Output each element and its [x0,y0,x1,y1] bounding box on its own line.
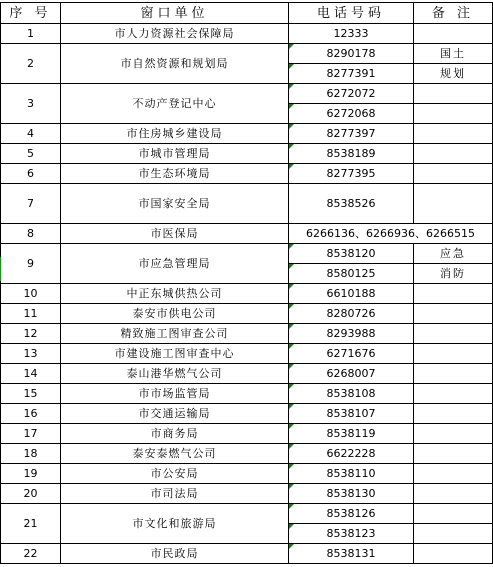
table-row [1,444,493,464]
table-row [1,244,493,264]
unit-name[interactable]: 泰安泰燃气公司 [61,444,289,464]
contact-table-container [0,2,493,564]
phone-number[interactable]: 8277395 [289,164,414,184]
row-number[interactable]: 7 [1,184,61,224]
header-unit[interactable]: 窗口单位 [61,3,289,24]
phone-number[interactable]: 6271676 [289,344,414,364]
row-number[interactable]: 13 [1,344,61,364]
unit-name[interactable]: 市文化和旅游局 [61,504,289,544]
note[interactable] [414,444,493,464]
unit-name[interactable]: 中正东城供热公司 [61,284,289,304]
table-row [1,344,493,364]
row-number[interactable]: 15 [1,384,61,404]
phone-number[interactable]: 8538189 [289,144,414,164]
unit-name[interactable]: 市自然资源和规划局 [61,44,289,84]
row-number[interactable]: 6 [1,164,61,184]
phone-number[interactable]: 8538110 [289,464,414,484]
row-number[interactable]: 10 [1,284,61,304]
note[interactable]: 规划 [414,64,493,84]
note[interactable] [414,464,493,484]
row-number[interactable]: 2 [1,44,61,84]
unit-name[interactable]: 市应急管理局 [61,244,289,284]
phone-number[interactable]: 8538119 [289,424,414,444]
table-row [1,404,493,424]
phone-number[interactable]: 6272072 [289,84,414,104]
unit-name[interactable]: 市城市管理局 [61,144,289,164]
note[interactable]: 消防 [414,264,493,284]
note[interactable] [414,484,493,504]
table-row [1,304,493,324]
table-row [1,164,493,184]
contact-table-body [1,3,493,564]
table-row [1,424,493,444]
note[interactable] [414,164,493,184]
phone-number[interactable]: 6268007 [289,364,414,384]
contact-table [0,2,493,564]
unit-name[interactable]: 不动产登记中心 [61,84,289,124]
phone-number[interactable]: 8538108 [289,384,414,404]
table-row [1,44,493,64]
table-row [1,484,493,504]
phone-number[interactable]: 8580125 [289,264,414,284]
phone-number[interactable]: 8280726 [289,304,414,324]
header-row [1,3,493,24]
phone-number[interactable]: 6266136、6266936、6266515 [289,224,493,244]
note[interactable] [414,84,493,104]
note[interactable]: 国土 [414,44,493,64]
row-selection-marker [0,257,1,281]
note[interactable] [414,24,493,44]
row-number[interactable]: 19 [1,464,61,484]
unit-name[interactable]: 泰山港华燃气公司 [61,364,289,384]
row-number[interactable]: 14 [1,364,61,384]
table-row [1,364,493,384]
table-row [1,224,493,244]
note[interactable] [414,364,493,384]
header-tel[interactable]: 电话号码 [289,3,414,24]
table-row [1,464,493,484]
phone-number[interactable]: 8538123 [289,524,414,544]
table-row [1,544,493,564]
row-number[interactable]: 17 [1,424,61,444]
note[interactable] [414,344,493,364]
unit-name[interactable]: 市医保局 [61,224,289,244]
unit-name[interactable]: 市生态环境局 [61,164,289,184]
note[interactable] [414,304,493,324]
note[interactable] [414,144,493,164]
phone-number[interactable]: 8538120 [289,244,414,264]
header-no[interactable]: 序 号 [1,3,61,24]
unit-name[interactable]: 市国家安全局 [61,184,289,224]
note[interactable] [414,424,493,444]
table-row [1,284,493,304]
table-row [1,324,493,344]
phone-number[interactable]: 8293988 [289,324,414,344]
unit-name[interactable]: 市交通运输局 [61,404,289,424]
table-row [1,504,493,524]
row-number[interactable]: 3 [1,84,61,124]
phone-number[interactable]: 8538107 [289,404,414,424]
note[interactable] [414,284,493,304]
row-number[interactable]: 4 [1,124,61,144]
note[interactable]: 应急 [414,244,493,264]
phone-number[interactable]: 8538526 [289,184,414,224]
table-row [1,184,493,224]
phone-number[interactable]: 6610188 [289,284,414,304]
phone-number[interactable]: 8277397 [289,124,414,144]
note[interactable] [414,504,493,524]
note[interactable] [414,384,493,404]
row-number[interactable]: 11 [1,304,61,324]
phone-number[interactable]: 6622228 [289,444,414,464]
table-row [1,24,493,44]
row-number[interactable]: 1 [1,24,61,44]
note[interactable] [414,324,493,344]
table-row [1,144,493,164]
note[interactable] [414,404,493,424]
row-number[interactable]: 21 [1,504,61,544]
unit-name[interactable]: 精致施工图审查公司 [61,324,289,344]
unit-name[interactable]: 市建设施工图审查中心 [61,344,289,364]
note[interactable] [414,104,493,124]
note[interactable] [414,524,493,544]
phone-number[interactable]: 8538126 [289,504,414,524]
unit-name[interactable]: 市人力资源社会保障局 [61,24,289,44]
phone-number[interactable]: 6272068 [289,104,414,124]
phone-number[interactable]: 12333 [289,24,414,44]
note[interactable] [414,124,493,144]
unit-name[interactable]: 市民政局 [61,544,289,564]
unit-name[interactable]: 市住房城乡建设局 [61,124,289,144]
phone-number[interactable]: 8538131 [289,544,414,564]
phone-number[interactable]: 8538130 [289,484,414,504]
note[interactable] [414,184,493,224]
unit-name[interactable]: 泰安市供电公司 [61,304,289,324]
note[interactable] [414,544,493,564]
header-note[interactable]: 备 注 [414,3,493,24]
row-number[interactable]: 8 [1,224,61,244]
unit-name[interactable]: 市商务局 [61,424,289,444]
row-number[interactable]: 18 [1,444,61,464]
row-number[interactable]: 9 [1,244,61,284]
table-row [1,84,493,104]
row-number[interactable]: 16 [1,404,61,424]
unit-name[interactable]: 市市场监管局 [61,384,289,404]
phone-number[interactable]: 8277391 [289,64,414,84]
unit-name[interactable]: 市公安局 [61,464,289,484]
row-number[interactable]: 20 [1,484,61,504]
row-number[interactable]: 22 [1,544,61,564]
table-row [1,384,493,404]
table-row [1,124,493,144]
phone-number[interactable]: 8290178 [289,44,414,64]
row-number[interactable]: 5 [1,144,61,164]
row-number[interactable]: 12 [1,324,61,344]
unit-name[interactable]: 市司法局 [61,484,289,504]
